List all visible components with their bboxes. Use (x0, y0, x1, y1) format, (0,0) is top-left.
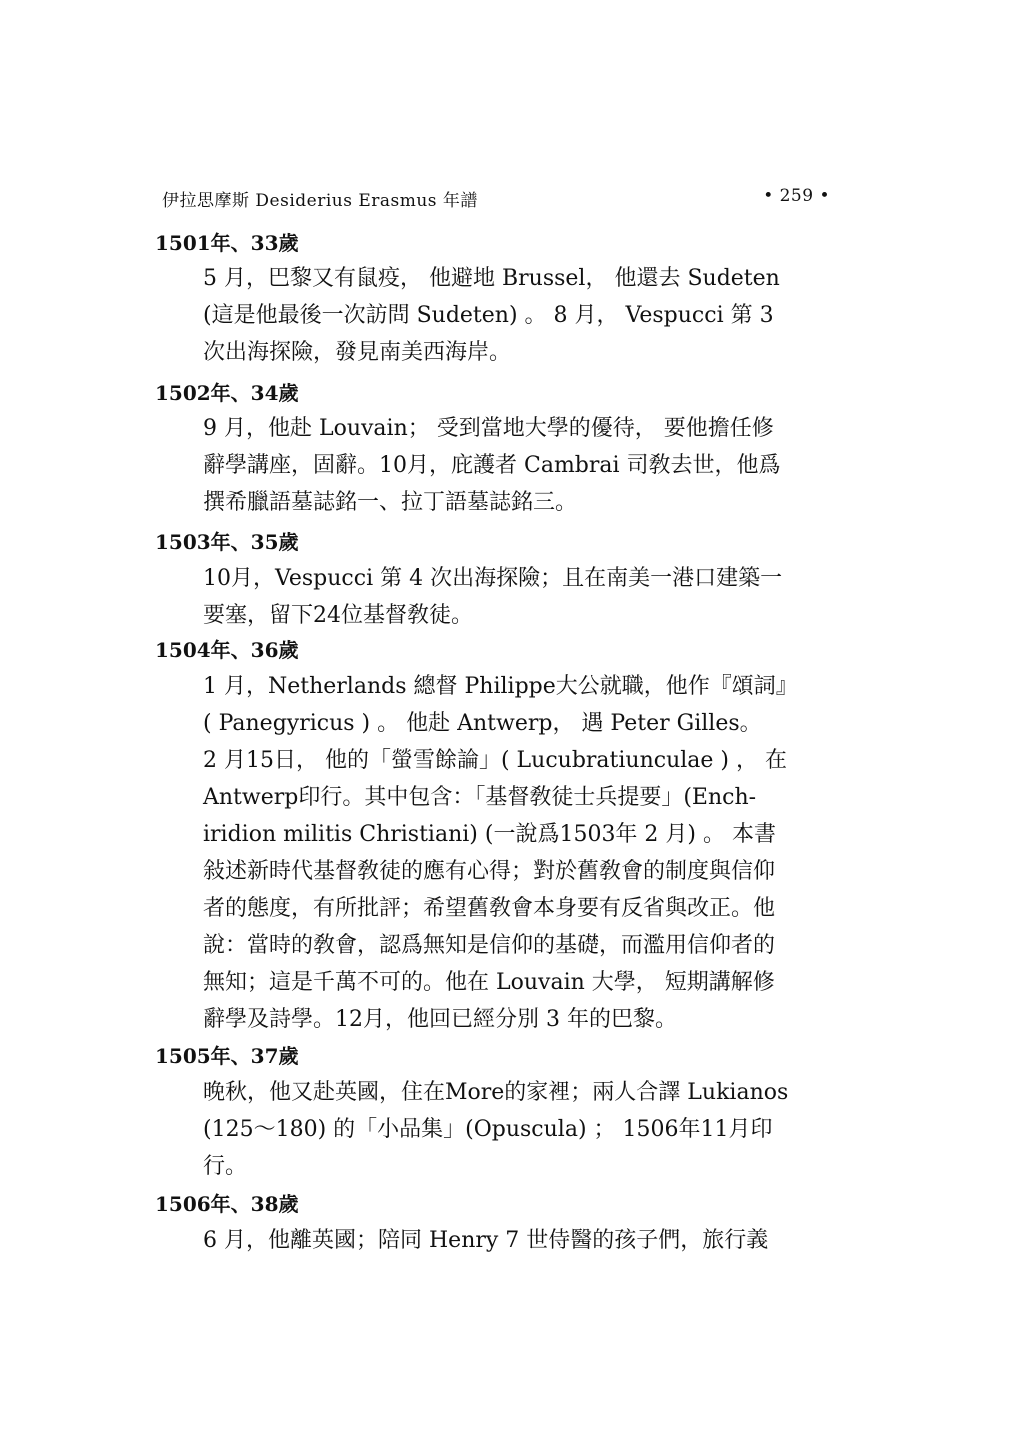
text-line: (125～180) 的「小品集」(Opuscula) ； 1506年11月印 (203, 1117, 773, 1142)
year-heading-1501: 1501年、33歲 (155, 231, 299, 255)
text-line: 2 月15日， 他的「螢雪餘論」( Lucubratiunculae ) ， 在 (203, 748, 787, 773)
text-line: 10月，Vespucci 第 4 次出海探險；且在南美一港口建築一 (203, 566, 783, 591)
text-line: 5 月，巴黎又有鼠疫， 他避地 Brussel， 他還去 Sudeten (203, 266, 780, 291)
text-line: 晚秋，他又赴英國，住在More的家裡；兩人合譯 Lukianos (203, 1080, 789, 1105)
entry-paragraph-1505 (203, 1074, 840, 1185)
entry-paragraph-1502 (203, 410, 840, 521)
year-heading-1504: 1504年、36歲 (155, 638, 299, 662)
text-line: 敍述新時代基督敎徒的應有心得；對於舊敎會的制度與信仰 (203, 859, 776, 884)
text-line: 9 月，他赴 Louvain； 受到當地大學的優待， 要他擔任修 (203, 416, 774, 441)
text-line: 1 月，Netherlands 總督 Philippe大公就職，他作『頌詞』 (203, 674, 798, 699)
year-heading-1505: 1505年、37歲 (155, 1044, 299, 1068)
year-heading-1506: 1506年、38歲 (155, 1192, 299, 1216)
text-line: 6 月，他離英國；陪同 Henry 7 世侍醫的孩子們，旅行義 (203, 1228, 769, 1253)
running-header-title: 伊拉思摩斯 Desiderius Erasmus 年譜 (162, 191, 478, 211)
running-header (162, 182, 830, 210)
text-line: 無知；這是千萬不可的。他在 Louvain 大學， 短期講解修 (203, 970, 775, 995)
text-line: 撰希臘語墓誌銘一、拉丁語墓誌銘三。 (203, 490, 578, 515)
page-number: • 259 • (763, 186, 830, 206)
entry-paragraph-1503 (203, 560, 840, 634)
text-line: 辭學講座，固辭。10月，庇護者 Cambrai 司敎去世，他爲 (203, 453, 781, 478)
year-heading-1502: 1502年、34歲 (155, 381, 299, 405)
entry-paragraph-1506 (203, 1222, 840, 1259)
entry-paragraph-1501 (203, 260, 840, 371)
text-line: 次出海探險，發見南美西海岸。 (203, 340, 512, 365)
text-line: ( Panegyricus ) 。 他赴 Antwerp， 遇 Peter Gilles。 (203, 711, 762, 736)
text-line: (這是他最後一次訪問 Sudeten) 。 8 月， Vespucci 第 3 (203, 303, 774, 328)
text-line: 辭學及詩學。12月，他回已經分別 3 年的巴黎。 (203, 1007, 677, 1032)
text-line: iridion militis Christiani) (一說爲1503年 2 月) 。 本書 (203, 822, 776, 847)
text-line: 說：當時的敎會，認爲無知是信仰的基礎，而濫用信仰者的 (203, 933, 776, 958)
text-line: 要塞，留下24位基督敎徒。 (203, 603, 473, 628)
text-line: 者的態度，有所批評；希望舊敎會本身要有反省與改正。他 (203, 896, 776, 921)
text-line: 行。 (203, 1154, 248, 1179)
text-line: Antwerp印行。其中包含：「基督敎徒士兵提要」(Ench- (203, 785, 757, 810)
year-heading-1503: 1503年、35歲 (155, 530, 299, 554)
entry-paragraph-1504 (203, 668, 840, 1038)
